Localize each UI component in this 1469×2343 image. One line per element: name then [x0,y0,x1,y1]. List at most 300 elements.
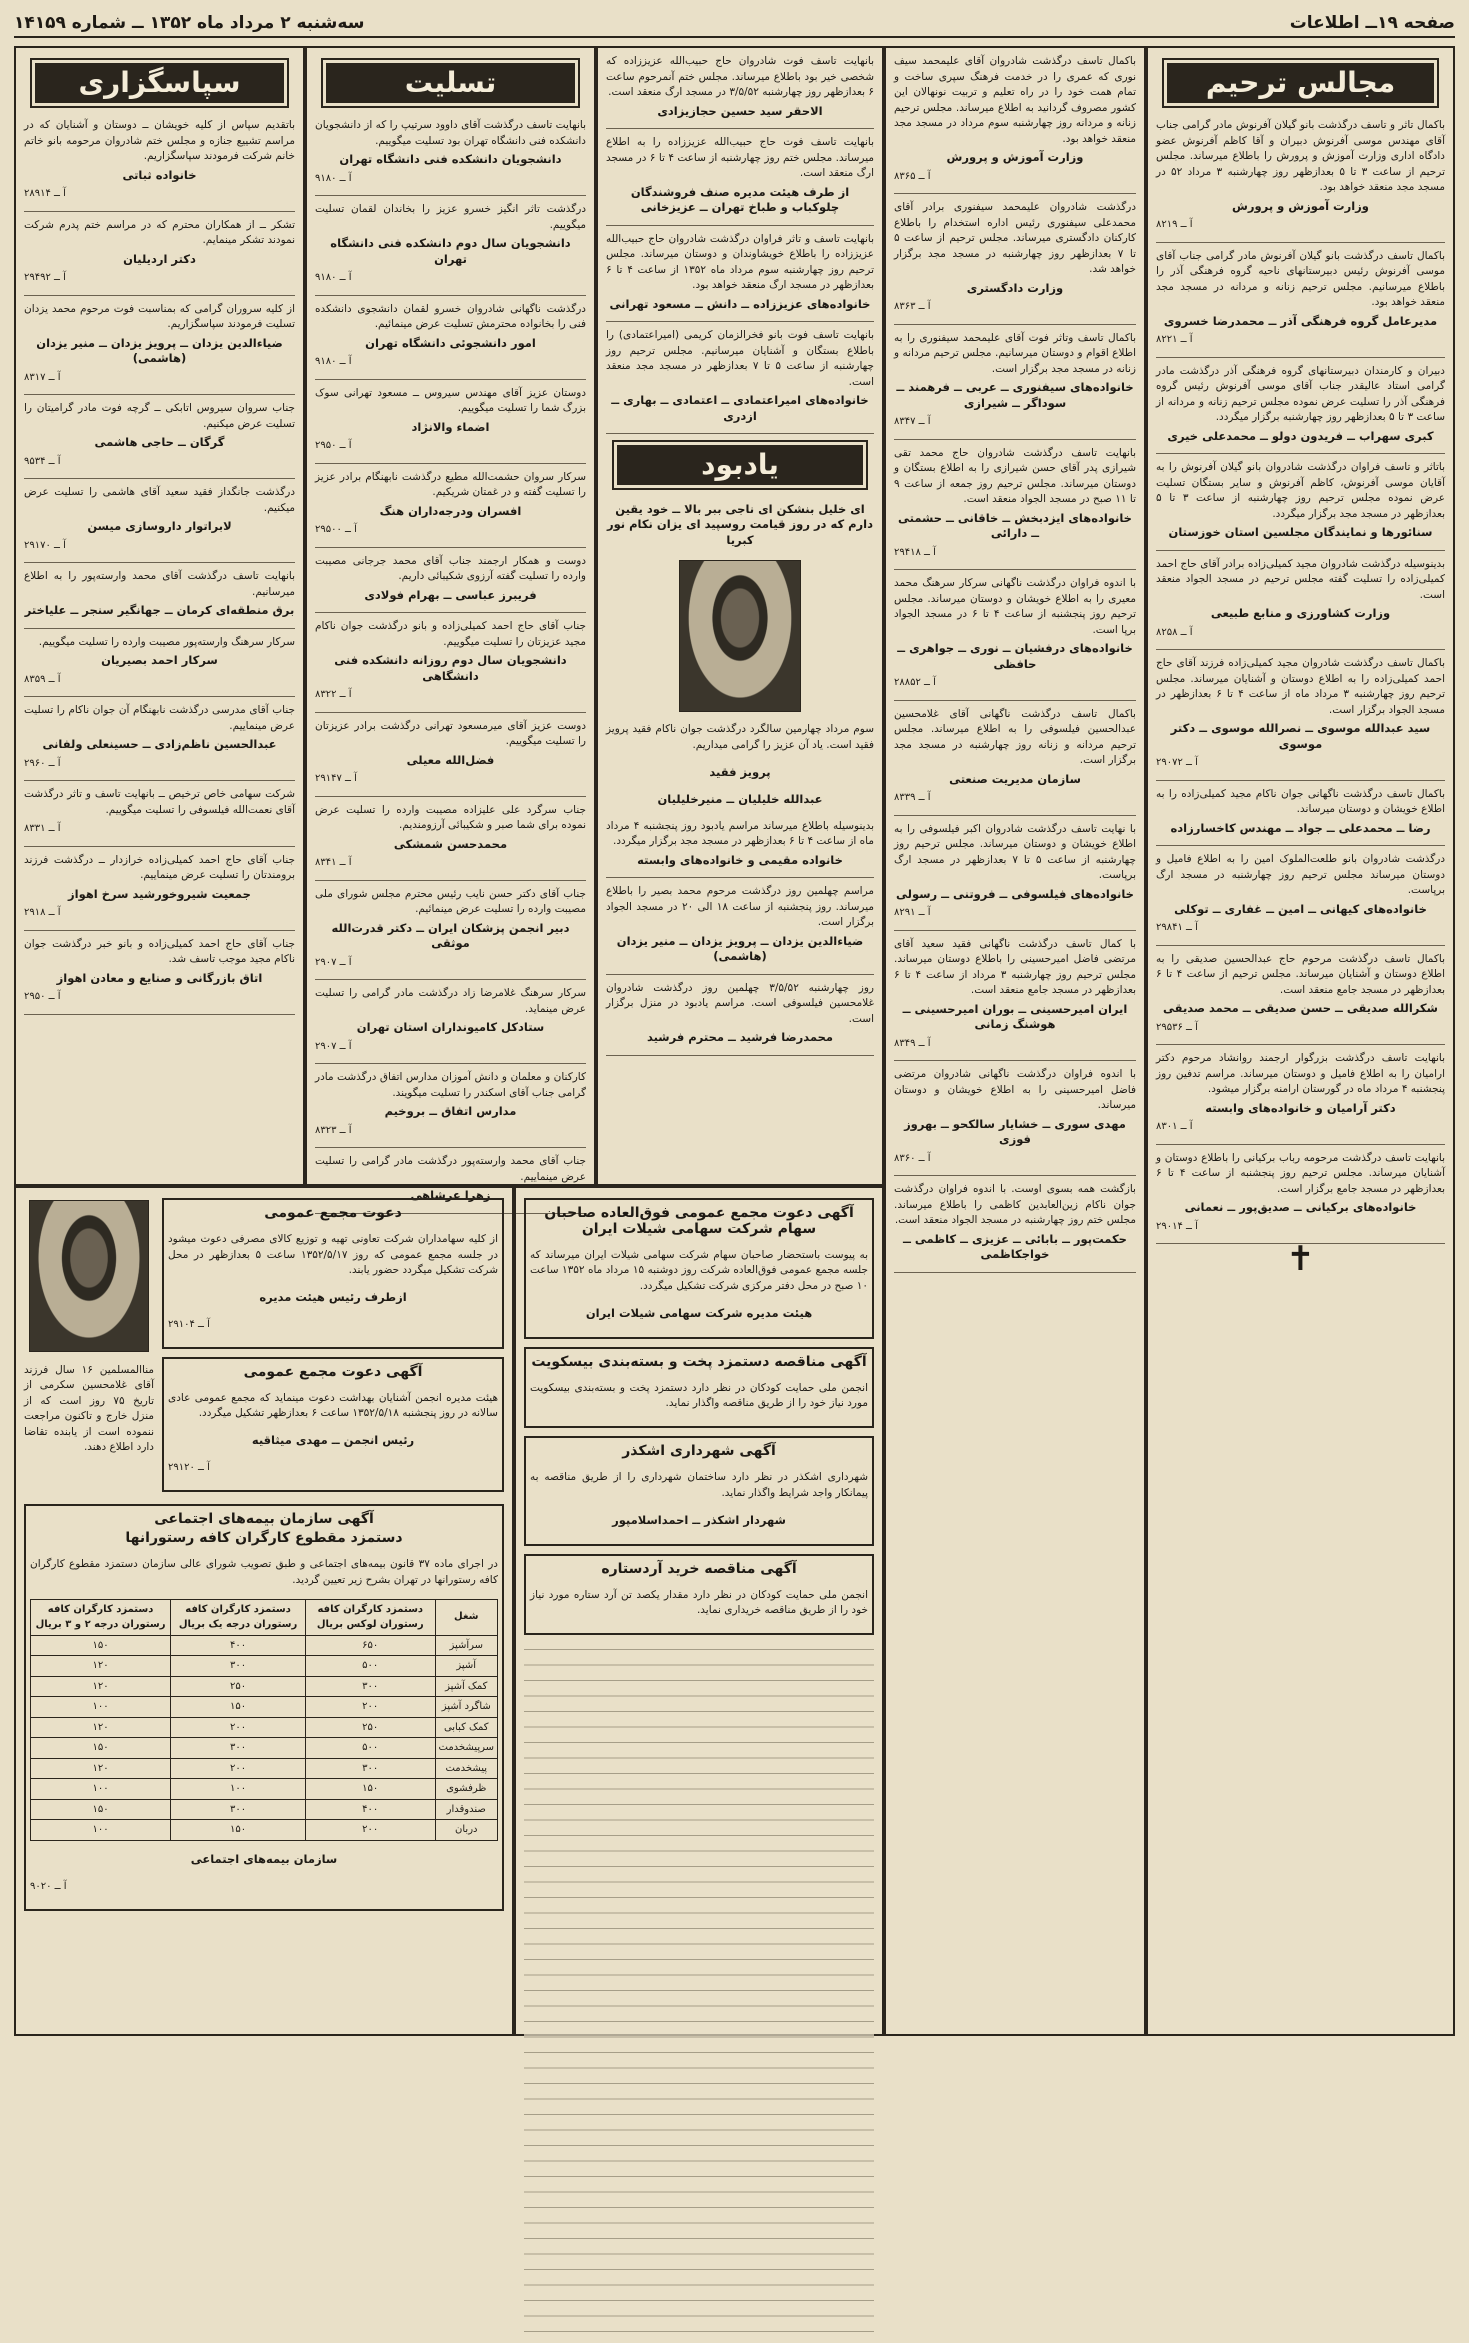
assembly-row [24,1194,504,1500]
table-header-row [31,1599,498,1635]
notice-text: جناب آقای مدرسی درگذشت نابهنگام آن جوان ناکام را تسلیت عرض مینماییم. [24,704,295,732]
notice-text: باتقدیم سپاس از کلیه خویشان ــ دوستان و آشنایان که در مراسم تشییع جنازه و مجلس ختم شادروان مرحومه بانو خاتم خانم شرکت فرمودند سپاسگزاریم. [24,119,295,162]
notice [894,331,1136,440]
notice-text: باکمال تاسف درگذشت ناگهانی آقای غلامحسین عبدالحسین فیلسوفی را به اطلاع میرساند. مجلس ترحیم مردانه و زنانه روز چهارشنبه در مسجد مجد برگزار است. [894,707,1136,766]
notice [315,803,586,881]
notice [606,232,874,323]
notice-code: آ ــ ۲۹۴۱۸ [894,546,936,558]
notice-code: آ ــ ۸۲۱۹ [1156,219,1193,230]
notice-text: بانهایت تاسف فوت شادروان حاج حبیب‌الله عزیززاده که شخصی خیر بود باطلاع میرساند. مجلس ختم آنمرحوم ساعت ۶ بعدازظهر روز چهارشنبه ۳/۵/۵۲ در مسجد ارگ منعقد است. [606,55,874,98]
notice-text: بانهایت تاسف فوت حاج حبیب‌الله عزیززاده را به اطلاع میرساند. مجلس ختم روز چهارشنبه از ساعت ۴ تا ۶ در مسجد ارگ منعقد است. [606,136,875,179]
notice [894,822,1136,931]
notice-signature: اضماء والانژاد [411,419,490,434]
table-cell: ۱۲۰ [31,1676,171,1697]
notice [1156,364,1445,455]
page-label: صفحه ۱۹ــ اطلاعات [1289,13,1455,33]
table-cell: ۴۰۰ [305,1799,435,1820]
missing-person-text: منا‌المسلمین ۱۶ سال فرزند آقای غلامحسین سکرمی از تاریخ ۷۵ روز است که از منزل خارج و تاکنون مراجعت ننموده است از یابنده تقاضا دارد اطلاع دهند. [24,1363,154,1453]
table-cell: ۲۵۰ [171,1676,306,1697]
assembly-2-title: آگهی دعوت مجمع عمومی [243,1363,423,1380]
tender-biscuit-title: آگهی مناقصه دستمزد پخت و بسته‌بندی بیسکویت [531,1353,867,1370]
table-header-cell: دستمزد کارگران کافه رستوران درجه یک بریال [171,1599,306,1635]
notice [24,218,295,296]
notice [315,118,586,196]
notice-text: جناب آقای حاج احمد کمیلی‌زاده و بانو خبر درگذشت جوان ناکام مجید موجب تاسف شد. [24,937,295,965]
notice-text: جناب سرگرد علی علیزاده مصیبت وارده را تسلیت عرض نموده برای شما صبر و شکیبائی آرزومندیم. [315,803,586,831]
table-row [31,1799,498,1820]
notice [1156,1051,1445,1145]
notice-signature: دانشجویان سال دوم دانشکده فنی دانشگاه تهران [330,236,571,266]
banner-tasliat: تسلیت [321,58,580,108]
notice-text: تشکر ــ از همکاران محترم که در مراسم ختم پدرم شرکت نمودند تشکر مینمایم. [24,218,295,246]
shareholder-signature: هیئت مدیره شرکت سهامی شیلات ایران [585,1305,813,1320]
table-cell: ۱۰۰ [31,1820,171,1841]
bottom-left [14,1186,514,2036]
table-cell: ۱۵۰ [171,1697,306,1718]
notice-code: آ ــ ۸۳۴۷ [894,416,931,427]
table-cell: ۳۰۰ [171,1738,306,1759]
table-cell: شاگرد آشپز [435,1697,498,1718]
notice-signature: محمدحسن شمشکی [393,836,508,851]
notice-code: آ ــ ۸۳۴۹ [894,1037,931,1049]
table-row [31,1779,498,1800]
assembly-1-signature: ازطرف رئیس هیئت مدیره [259,1290,407,1304]
notice-code: آ ــ ۸۳۶۳ [894,301,931,312]
notice [315,302,586,380]
notice-code: آ ــ ۹۱۸۰ [315,172,352,184]
notice-signature: فضل‌الله معیلی [406,752,495,767]
table-row [31,1676,498,1697]
notice-signature: حکمت‌پور ــ بابائی ــ عزیزی ــ کاظمی ــ خواجکاظمی [903,1231,1127,1261]
notice [894,1182,1136,1273]
notice-list [606,819,874,1056]
notice [1156,952,1445,1046]
notice-code: آ ــ ۲۹۵۳۶ [1156,1021,1198,1033]
notice-signature: خانواده مقیمی و خانواده‌های وابسته [637,852,843,867]
notice-text: کارکنان و معلمان و دانش آموزان مدارس اتفاق درگذشت مادر گرامی جناب آقای اسکندر را تسلیت میگویند. [315,1071,586,1099]
notice-signature: خانواده‌های فیلسوفی ــ فروتنی ــ رسولی [896,886,1134,901]
notice [606,884,874,975]
notice-signature: سنائورها و نمایندگان مجلسین استان خوزستان [1168,525,1433,539]
notice [606,819,874,879]
table-row [31,1717,498,1738]
notice-text: درگذشت جانگداز فقید سعید آقای هاشمی را تسلیت عرض میکنیم. [24,486,295,514]
notice-code: آ ــ ۹۱۸۰ [315,356,352,367]
notice-signature: از طرف هیئت مدیره صنف فروشندگان چلوکباب و طباخ تهران ــ عزیزخانی [630,184,850,214]
notice-text: بدینوسیله باطلاع میرساند مراسم یادبود روز پنجشنبه ۴ مرداد ماه از ساعت ۴ تا ۶ بعدازظهر در مسجد مجد برگزار میگردد. [606,819,875,847]
notice-code: آ ــ ۲۹۱۸ [24,907,61,918]
notice-code: آ ــ ۲۹۵۰۰ [315,524,357,535]
notice-signature: وزارت دادگستری [966,280,1064,295]
insurance-notice [24,1504,504,1911]
table-header-cell: شغل [435,1599,498,1635]
yadbood-poem: ای خلیل بنشکن ای ناجی ببر بالا ــ خود یقین دارم که در روز قیامت روسپید ای یزان نکام نور کبریا [606,501,874,547]
yadbood-signature: عبدالله خلیلیان ــ منیرخلیلیان [657,791,823,806]
notice [24,937,295,1015]
assembly-1-text: از کلیه سهامداران شرکت تعاونی تهیه و توزیع کالای مصرفی دعوت میشود در جلسه مجمع عمومی که روز ۱۳۵۲/۵/۱۷ ساعت ۵ بعدازظهر در محل شرکت تشکیل میگردد حضور یابند. [168,1233,499,1276]
notice [315,719,586,797]
notice [894,937,1136,1062]
notice-text: بانهایت تاسف فوت بانو فخرالزمان کریمی (امیراعتمادی) را باطلاع بستگان و آشنایان میرسانیم. مجلس ترحیم روز چهارشنبه از ساعت ۵ تا ۷ بعدازظهر در مسجد مجد منعقد است. [606,329,874,388]
notice-code: آ ــ ۲۹۰۷ [315,1040,352,1052]
notice-text: باکمال تاسف درگذشت شادروان آقای علیمحمد سیف نوری که عمری را در خدمت فرهنگ سپری ساخت و تمام همت خود را در راه تعلیم و تربیت نونهالان این کشور مصروف گردانید به اطلاع میرساند. مجلس ترحیم زنانه و مردانه روز چهارشنبه سوم مرداد در مسجد مجد منعقد خواهد بود. [894,55,1136,145]
notice-text: بانهایت تاسف درگذشت شادروان حاج محمد تقی شیرازی پدر آقای حسن شیرازی را به اطلاع بستگان و دوستان میرساند. مجلس ترحیم روز جمعه از ساعت ۹ تا ۱۱ صبح در مسجد الجواد منعقد است. [894,446,1136,505]
table-cell: ۱۲۰ [31,1717,171,1738]
notice-signature: اتاق بازرگانی و صنایع و معادن اهواز [56,970,263,985]
notice-text: با کمال تاسف درگذشت ناگهانی فقید سعید آقای مرتضی فاضل امیرحسینی را باطلاع دوستان میرساند. مجلس ترحیم روز چهارشنبه ۳ مرداد از ساعت ۴ تا ۶ بعدازظهر در مسجد جامع منعقد است. [894,937,1137,996]
shareholder-text: به پیوست باستحضار صاحبان سهام شرکت سهامی شیلات ایران میرساند که جلسه مجمع عمومی فوق‌العاده شرکت روز دوشنبه ۱۵ مرداد ماه ۱۳۵۲ ساعت ۱۰ صبح در محل دفتر مرکزی شرکت تشکیل میگردد. [530,1248,868,1292]
assembly-2-signature: رئیس انجمن ــ مهدی میثاقیه [251,1433,415,1447]
date-issue: سه‌شنبه ۲ مرداد ماه ۱۳۵۲ ــ شماره ۱۴۱۵۹ [14,13,365,33]
notice [1156,460,1445,551]
notice [894,54,1136,194]
notice-list [894,54,1136,1273]
notice [24,853,295,931]
table-header-cell: دستمزد کارگران کافه رستوران لوکس بریال [305,1599,435,1635]
table-cell: ۲۰۰ [171,1717,306,1738]
table-cell: ۱۰۰ [171,1779,306,1800]
notice-code: آ ــ ۸۳۱۷ [24,371,61,383]
notice-code: آ ــ ۸۳۰۱ [1156,1121,1193,1132]
notice-code: آ ــ ۸۲۹۱ [894,907,931,918]
wage-table [30,1599,498,1841]
tender-flour-title: آگهی مناقصه خرید آردستاره [601,1560,797,1577]
notice [606,328,874,434]
notice-signature: ضیاءالدین یزدان ــ پرویز یزدان ــ منیر یزدان (هاشمی) [616,933,864,963]
notice-signature: دکتر آرامیان و خانواده‌های وابسته [1205,1100,1396,1115]
column-2 [884,46,1146,2036]
column-3 [596,46,884,1186]
bottom-middle [514,1186,884,2036]
notice [1156,1151,1445,1245]
notice-text: با اندوه فراوان درگذشت ناگهانی سرکار سرهنگ محمد معیری را به اطلاع خویشان و دوستان میرساند. مجلس ترحیم روز پنجشنبه از ساعت ۴ تا ۶ در مسجد الجواد برپا است. [894,577,1137,636]
assembly-notice-1 [162,1198,504,1349]
notice-signature: محمدرضا فرشید ــ محترم فرشید [646,1030,834,1044]
notice [315,202,586,296]
notice-code: آ ــ ۸۳۴۱ [315,857,352,868]
tender-ashkezar [524,1436,874,1546]
table-cell: ۳۰۰ [171,1799,306,1820]
notice-code: آ ــ ۲۹۱۷۰ [24,539,66,551]
notice-code: آ ــ ۲۹۱۴۷ [315,773,357,784]
notice-text: بانهایت تاسف درگذشت آقای داوود سرتیپ را که از دانشجویان دانشکده فنی دانشگاه تهران بود تسلیت میگوییم. [315,119,586,147]
notice-text: درگذشت شادروان بانو طلعت‌الملوک امین را به اطلاع فامیل و دوستان میرساند مجلس ترحیم روز چهارشنبه در مسجد ارگ برپاست. [1156,853,1445,896]
table-cell: ۱۵۰ [31,1738,171,1759]
table-cell: کمک آشپز [435,1676,498,1697]
notice [894,576,1136,701]
notice-text: جناب آقای دکتر حسن نایب رئیس محترم مجلس شورای ملی مصیبت وارده را تسلیت عرض مینمائیم. [315,887,586,915]
notice-signature: دانشجویان سال دوم روزانه دانشکده فنی دانشگاهی [334,653,567,683]
notice-signature: خانواده‌های امیراعتمادی ــ اعتمادی ــ بهاری ــ ازدری [611,393,869,423]
shareholder-title: آگهی دعوت مجمع عمومی فوق‌العاده صاحبان سهام شرکت سهامی شیلات ایران [544,1205,854,1237]
notice-signature: خانواده‌های ایزدبخش ــ خاقانی ــ حشمتی ــ دارائی [898,510,1132,540]
tender-biscuit [524,1347,874,1429]
notice-text: سرکار سرهنگ وارسته‌پور مصیبت وارده را تسلیت میگوییم. [38,635,295,648]
notice-code: آ ــ ۸۲۲۱ [1156,334,1193,345]
table-row [31,1635,498,1656]
table-cell: ۵۰۰ [305,1656,435,1677]
notice [24,635,295,698]
table-cell: ۲۵۰ [305,1717,435,1738]
notice-signature: ضیاءالدین یزدان ــ پرویز یزدان ــ منیر یزدان (هاشمی) [36,335,283,365]
notice [894,707,1136,816]
text-filler [524,1643,874,2343]
notice-signature: افسران ودرجه‌داران هنگ [379,503,522,518]
notice [606,135,874,226]
table-cell: سرپیشخدمت [435,1738,498,1759]
notice [24,485,295,563]
notice-signature: خانواده ثباتی [122,167,197,182]
notice-signature: دبیر انجمن پزشکان ایران ــ دکتر قدرت‌الله موثقی [331,920,570,950]
notice-text: باکمال تاثر و تاسف درگذشت بانو گیلان آفرنوش مادر گرامی جناب آقای مهندس موسی آفرنوش دبیران و آقا کاظم آفرنوش عضو دادگاه اداری وزارت آموزش و پرورش را باطلاع میرساند. مجلس ترحیم از ساعت ۳ تا ۵ بعدازظهر روز چهارشنبه ۳ مرداد ۵۲ در مسجد مجد منعقد خواهد بود. [1156,119,1446,193]
missing-person [24,1194,154,1500]
column-4 [305,46,596,1202]
assembly-2-text: هیئت مدیره انجمن آشنایان بهداشت دعوت مینماید که مجمع عمومی عادی سالانه در روز پنجشنبه ۱۳۵۲/۵/۱۸ ساعت ۶ بعدازظهر تشکیل میگردد. [168,1391,498,1419]
notice-signature: لابراتوار داروسازی میسن [87,519,232,533]
notice [24,787,295,847]
assembly-1-title: دعوت مجمع عمومی [264,1205,402,1221]
notice-signature: دکتر اردیلیان [123,251,196,266]
notice-signature: زهرا عرشاهی [410,1188,491,1202]
banner-sepasgozari: سپاسگزاری [30,58,289,108]
table-cell: ۱۰۰ [31,1779,171,1800]
notice-signature: فریبرز عباسی ــ بهرام فولادی [364,587,537,602]
table-cell: ۱۵۰ [305,1779,435,1800]
notice-text: دوستان عزیز آقای مهندس سیروس ــ مسعود تهرانی سوک بزرگ شما را تسلیت میگوییم. [315,386,586,414]
notice [894,200,1136,325]
table-cell: ۱۲۰ [31,1758,171,1779]
notice-list [606,54,874,434]
notice-signature: مدیرعامل گروه فرهنگی آذر ــ محمدرضا خسروی [1163,313,1438,328]
banner-majales-tarhim: مجالس ترحیم [1162,58,1439,108]
tender-flour-text: انجمن ملی حمایت کودکان در نظر دارد مقدار یکصد تن آرد ستاره مورد نیاز خود را از طریق مناقصه خریداری نماید. [530,1588,868,1616]
column-5 [14,46,305,1186]
notice-signature: وزارت آموزش و پرورش [946,150,1084,164]
notice-code: آ ــ ۲۹۵۰ [315,440,352,451]
insurance-title: آگهی سازمان بیمه‌های اجتماعی [154,1510,374,1527]
insurance-signature: سازمان بیمه‌های اجتماعی [190,1852,338,1866]
notice-code: آ ــ ۸۳۶۰ [894,1152,931,1164]
notice [894,1067,1136,1176]
notice-list [24,118,295,1015]
notice-code: آ ــ ۲۸۸۵۲ [894,677,936,688]
notice-code: آ ــ ۲۹۰۱۴ [1156,1220,1198,1232]
notice-text: دبیران و کارمندان دبیرستانهای گروه فرهنگی آذر درگذشت مادر گرامی استاد عالیقدر جناب آقای موسی آفرنوش رئیس گروه فرهنگی آذر را تسلیت عرض نموده مجلس ترحیم زنانه و مردانه از ساعت ۳ تا ۵ بعدازظهر روز چهارشنبه برگزار میگردد. [1156,364,1445,423]
notice-list [315,118,586,1214]
notice-text: درگذشت شادروان علیمحمد سیفنوری برادر آقای محمدعلی سیفنوری رئیس اداره استخدام را باطلاع کارکنان دادگستری میرساند. مجلس ترحیم از ساعت ۵ تا ۷ بعدازظهر روز چهارشنبه در مسجد مجد برگزار خواهد شد. [894,201,1136,275]
table-cell: سرآشپز [435,1635,498,1656]
notice-text: بانهایت تاسف درگذشت مرحومه رباب برکیانی را باطلاع دوستان و آشنایان میرساند. مجلس ترحیم روز پنجشنبه از ساعت ۴ تا ۶ بعدازظهر در مسجد جامع برگزار است. [1156,1151,1445,1195]
notice [1156,787,1445,847]
table-cell: ۳۰۰ [305,1758,435,1779]
notice-signature: سید عبدالله موسوی ــ نصرالله موسوی ــ دکتر موسوی [1170,721,1431,751]
assembly-2-code: آ ــ ۲۹۱۲۰ [168,1462,210,1473]
tender-flour [524,1554,874,1636]
notice-signature: عبدالحسین ناظم‌زادی ــ حسینعلی ولفانی [42,737,277,751]
notice-code: آ ــ ۸۳۲۳ [315,1124,352,1136]
notice [1156,249,1445,358]
notice [315,386,586,464]
insurance-code: آ ــ ۹۰۲۰ [30,1881,67,1892]
notice-signature: خانواده‌های درفشیان ــ نوری ــ جواهری ــ حافظی [897,641,1133,671]
notice-text: جناب آقای حاج احمد کمیلی‌زاده و بانو درگذشت جوان ناکام مجید عزیزتان را تسلیت میگوییم. [315,620,586,648]
notice [24,302,295,396]
assembly-notice-2 [162,1357,504,1492]
notice [1156,557,1445,651]
cross-icon: ✝ [1286,1239,1315,1279]
notice-text: باکمال تاسف درگذشت مرحوم حاج عبدالحسین صدیقی را به اطلاع دوستان و آشنایان میرساند. مجلس ترحیم از ساعت ۴ تا ۶ بعدازظهر در مسجد جامع منعقد است. [1156,952,1445,996]
notice-text: باکمال تاسف وتاثر فوت آقای علیمحمد سیفنوری را به اطلاع اقوام و دوستان میرسانیم. مجلس ترحیم مردانه و زنانه در مسجد مجد برگزار است. [894,331,1136,375]
assembly-notices [162,1194,504,1500]
yadbood-name: پرویز فقید [709,764,771,779]
notice-text: از کلیه سروران گرامی که بمناسبت فوت مرحوم محمد یزدان تسلیت فرمودند سپاسگزاریم. [24,302,295,330]
notice [606,981,874,1056]
table-cell: ۲۰۰ [305,1697,435,1718]
table-cell: ظرفشوی [435,1779,498,1800]
notice [606,54,874,129]
notice [24,401,295,479]
notice-list [1156,118,1445,1244]
table-cell: ۲۰۰ [305,1820,435,1841]
notice-code: آ ــ ۸۳۶۵ [894,170,931,182]
notice-text: جناب سروان سیروس اتابکی ــ گرچه فوت مادر گرامیتان را تسلیت عرض میکنیم. [24,402,295,430]
notice [24,118,295,212]
notice [315,887,586,981]
notice-text: با اندوه فراوان درگذشت ناگهانی شادروان مرتضی فاضل امیرحسینی را به اطلاع خویشان و دوستان میرساند. [894,1068,1136,1111]
table-cell: صندوقدار [435,1799,498,1820]
notice-text: شرکت سهامی خاص ترخیص ــ بانهایت تاسف و تاثر درگذشت آقای نعمت‌الله فیلسوفی را تسلیت میگوییم. [24,788,295,816]
notice-text: دوست و همکار ارجمند جناب آقای محمد جرجانی مصیبت وارده را تسلیت گفته آرزوی شکیبائی داریم. [315,554,586,582]
tender-biscuit-text: انجمن ملی حمایت کودکان در نظر دارد دستمزد پخت و بسته‌بندی بیسکویت مورد نیاز خود را از طریق مناقصه واگذار نماید. [530,1381,868,1409]
notice-signature: خانواده‌های عزیززاده ــ دانش ــ مسعود تهرانی [609,296,871,311]
notice-text: مراسم چهلمین روز درگذشت مرحوم محمد بصیر را باطلاع میرساند. روز پنجشنبه از ساعت ۱۸ الی ۲۰ در مسجد الجواد برگزار است. [606,885,875,928]
notice [1156,852,1445,946]
notice-text: باکمال تاسف درگذشت شادروان مجید کمیلی‌زاده فرزند آقای حاج احمد کمیلی‌زاده را به اطلاع دوستان و آشنایان میرساند. مجلس ترحیم روز چهارشنبه ۳ مرداد ماه از ساعت ۴ تا ۶ بعدازظهر در مسجد الجواد برگزار است. [1156,657,1446,716]
tender-ashkezar-title: آگهی شهرداری اشکذر [622,1443,776,1459]
notice-text: جناب آقای محمد وارسته‌پور درگذشت مادر گرامی را تسلیت عرض مینماییم. [315,1155,586,1183]
notice-code: آ ــ ۲۹۰۷ [315,956,352,968]
notice-signature: مهدی سوری ــ خشایار سالکحو ــ بهروز فوزی [904,1116,1126,1146]
notice-text: سرکار سرهنگ غلامرضا زاد درگذشت مادر گرامی را تسلیت عرض مینماید. [315,987,586,1015]
table-row [31,1758,498,1779]
notice-signature: امور دانشجوئی دانشگاه تهران [365,335,536,350]
notice-text: باکمال تاسف درگذشت بانو گیلان آفرنوش مادر گرامی جناب آقای موسی آفرنوش رئیس دبیرستانهای ناحیه گروه فرهنگی آذر را باطلاع میرسانیم. مجلس ترحیم زنانه و مردانه در مسجد مجد منعقد خواهد بود. [1156,249,1445,308]
notice-signature: ستادکل کامیونداران استان تهران [356,1020,545,1034]
insurance-subtitle: دستمزد مقطوع کارگران کافه رستورانها [125,1530,403,1546]
table-cell: ۱۵۰ [171,1820,306,1841]
notice-text: باکمال تاسف درگذشت ناگهانی جوان ناکام مجید کمیلی‌زاده را به اطلاع خویشان و دوستان میرساند. [1156,787,1445,815]
notice-code: آ ــ ۲۹۶۰ [24,757,61,769]
notice [315,1070,586,1148]
table-cell: ۶۵۰ [305,1635,435,1656]
notice-text: باتاثر و تاسف فراوان درگذشت شادروان بانو گیلان آفرنوش را به آقایان موسی آفرنوش، کاظم آفرنوش و سایر بستگان تسلیت عرض نموده مجلس ترحیم روز چهارشنبه از ساعت ۳ تا ۵ بعدازظهر در مسجد مجد برگزار میگردد. [1156,461,1445,520]
notice [315,554,586,614]
table-cell: ۱۲۰ [31,1656,171,1677]
table-cell: ۱۰۰ [31,1697,171,1718]
notice-signature: وزارت آموزش و پرورش [1232,198,1369,213]
notice-text: دوست عزیز آقای میرمسعود تهرانی درگذشت برادر عزیزتان را تسلیت میگوییم. [315,719,586,747]
notice-code: آ ــ ۸۲۵۸ [1156,626,1193,638]
table-cell: ۱۵۰ [31,1635,171,1656]
table-row [31,1697,498,1718]
notice-text: با نهایت تاسف درگذشت شادروان اکبر فیلسوفی را به اطلاع خویشان و دوستان میرساند. مجلس ترحیم روز چهارشنبه از ساعت ۵ تا ۷ بعدازظهر در مسجد ارگ برپاست. [894,822,1136,881]
notice-signature: سرکار احمد بصیریان [101,653,218,667]
table-row [31,1820,498,1841]
table-cell: ۴۰۰ [171,1635,306,1656]
notice-code: آ ــ ۹۱۸۰ [315,272,352,283]
notice-code: آ ــ ۲۹۸۴۱ [1156,922,1198,933]
notice-signature: خانواده‌های برکیانی ــ صدیق‌پور ــ نعمانی [1184,1200,1417,1214]
notice-code: آ ــ ۸۳۵۹ [24,673,61,685]
portrait-photo [679,560,801,712]
missing-person-photo [29,1200,149,1352]
notice-signature: شکرالله صدیقی ــ حسن صدیقی ــ محمد صدیقی [1163,1001,1438,1015]
banner-yadbood: یادبود [612,440,868,490]
notice-signature: برق منطقه‌ای کرمان ــ جهانگیر سنجر ــ علیاختر [24,603,295,617]
tender-ashkezar-signature: شهردار اشکذر ــ احمداسلامپور [612,1512,786,1527]
notice-code: آ ــ ۲۸۹۱۴ [24,188,66,199]
table-cell: ۵۰۰ [305,1738,435,1759]
notice [894,446,1136,571]
table-cell: پیشخدمت [435,1758,498,1779]
notice-code: آ ــ ۸۳۳۹ [894,792,931,803]
notice-text: بانهایت تاسف درگذشت بزرگوار ارجمند روانشاد مرحوم دکتر ارامیان را به اطلاع فامیل و دوستان میرساند. مراسم تدفین روز پنجشنبه ۴ مرداد ماه در گورستان ارامنه برگزار میشود. [1156,1052,1445,1095]
table-row [31,1656,498,1677]
table-cell: ۳۰۰ [171,1656,306,1677]
table-cell: آشپز [435,1656,498,1677]
notice-text: سرکار سروان حشمت‌الله مطیع درگذشت نابهنگام برادر عزیز را تسلیت گفته و در غمتان شریکیم. [315,470,586,498]
notice-signature: الاحقر سید حسین حجازیزادی [657,103,823,118]
notice-signature: جمعیت شیرو‌خورشید سرخ اهواز [68,886,251,901]
notice-signature: وزارت کشاورزی و منابع طبیعی [1210,606,1391,620]
insurance-text: در اجرای ماده ۳۷ قانون بیمه‌های اجتماعی و طبق تصویب شورای عالی سازمان دستمزد مقطوع کارگران کافه رستورانها در تهران بشرح زیر تعیین گردید. [30,1558,498,1586]
table-header-cell: دستمزد کارگران کافه رستوران درجه ۲ و ۳ بریال [31,1599,171,1635]
notice-code: آ ــ ۹۵۳۴ [24,455,61,467]
notice-signature: سازمان مدیریت صنعتی [949,771,1081,786]
notice [24,703,295,781]
notice-text: درگذشت تاثر انگیز خسرو عزیز را بخاندان لقمان تسلیت میگوییم. [315,203,586,231]
notice-text: بانهایت تاسف درگذشت آقای محمد وارسته‌پور را به اطلاع میرسانیم. [24,570,295,598]
notice-signature: گرگان ــ حاجی هاشمی [94,435,225,449]
notice [315,619,586,713]
shareholder-notice [524,1198,874,1339]
notice [315,986,586,1064]
table-cell: دربان [435,1820,498,1841]
notice [1156,656,1445,781]
notice-text: درگذشت ناگهانی شادروان خسرو لقمان دانشجوی دانشکده فنی را بخانواده محترمش تسلیت عرض مینمائیم. [315,302,586,330]
table-cell: کمک کبابی [435,1717,498,1738]
notice-code: آ ــ ۸۳۳۱ [24,823,61,834]
notice-signature: دانشجویان دانشکده فنی دانشگاه تهران [339,152,562,166]
column-1 [1146,46,1455,2036]
notice-signature: مدارس اتفاق ــ بروخیم [384,1104,517,1118]
table-cell: ۳۰۰ [305,1676,435,1697]
notice [1156,118,1445,243]
notice-text: بازگشت همه بسوی اوست. با اندوه فراوان درگذشت جوان ناکام زین‌العابدین کاظمی را باطلاع میرساند. مجلس ختم روز چهارشنبه در مسجد الجواد منعقد است. [894,1183,1136,1226]
notice-text: روز چهارشنبه ۳/۵/۵۲ چهلمین روز درگذشت شادروان غلامحسین فیلسوفی است. مراسم یادبود در منزل برگزار است. [606,981,874,1025]
notice-text: جناب آقای حاج احمد کمیلی‌زاده خرازدار ــ درگذشت فرزند برومندتان را تسلیت عرض مینماییم. [24,853,295,881]
notice-signature: ایران امیرحسینی ــ بوران امیرحسینی ــ هوشنگ زمانی [902,1001,1128,1031]
page-header [14,10,1455,38]
table-cell: ۲۰۰ [171,1758,306,1779]
notice-signature: خانواده‌های کیهانی ــ امین ــ غفاری ــ توکلی [1174,901,1427,916]
notice [315,470,586,548]
table-cell: ۱۵۰ [31,1799,171,1820]
notice-text: بانهایت تاسف و تاثر فراوان درگذشت شادروان حاج حبیب‌الله عزیززاده را باطلاع خویشاوندان و دوستان میرساند. مجلس ترحیم روز چهارشنبه سوم مرداد ماه ۱۳۵۲ از ساعت ۴ تا ۶ بعدازظهر در مسجد ارگ منعقد خواهد بود. [606,232,875,291]
notice-signature: رضا ــ محمدعلی ــ جواد ــ مهندس کاخسارزاده [1170,820,1431,835]
notice-signature: خانواده‌های سیفنوری ــ عربی ــ فرهمند ــ سوداگر ــ شیرازی [896,380,1134,410]
tender-ashkezar-text: شهرداری اشکذر در نظر دارد ساختمان شهرداری را از طریق مناقصه به پیمانکار واجد شرایط واگذار نماید. [530,1471,868,1499]
